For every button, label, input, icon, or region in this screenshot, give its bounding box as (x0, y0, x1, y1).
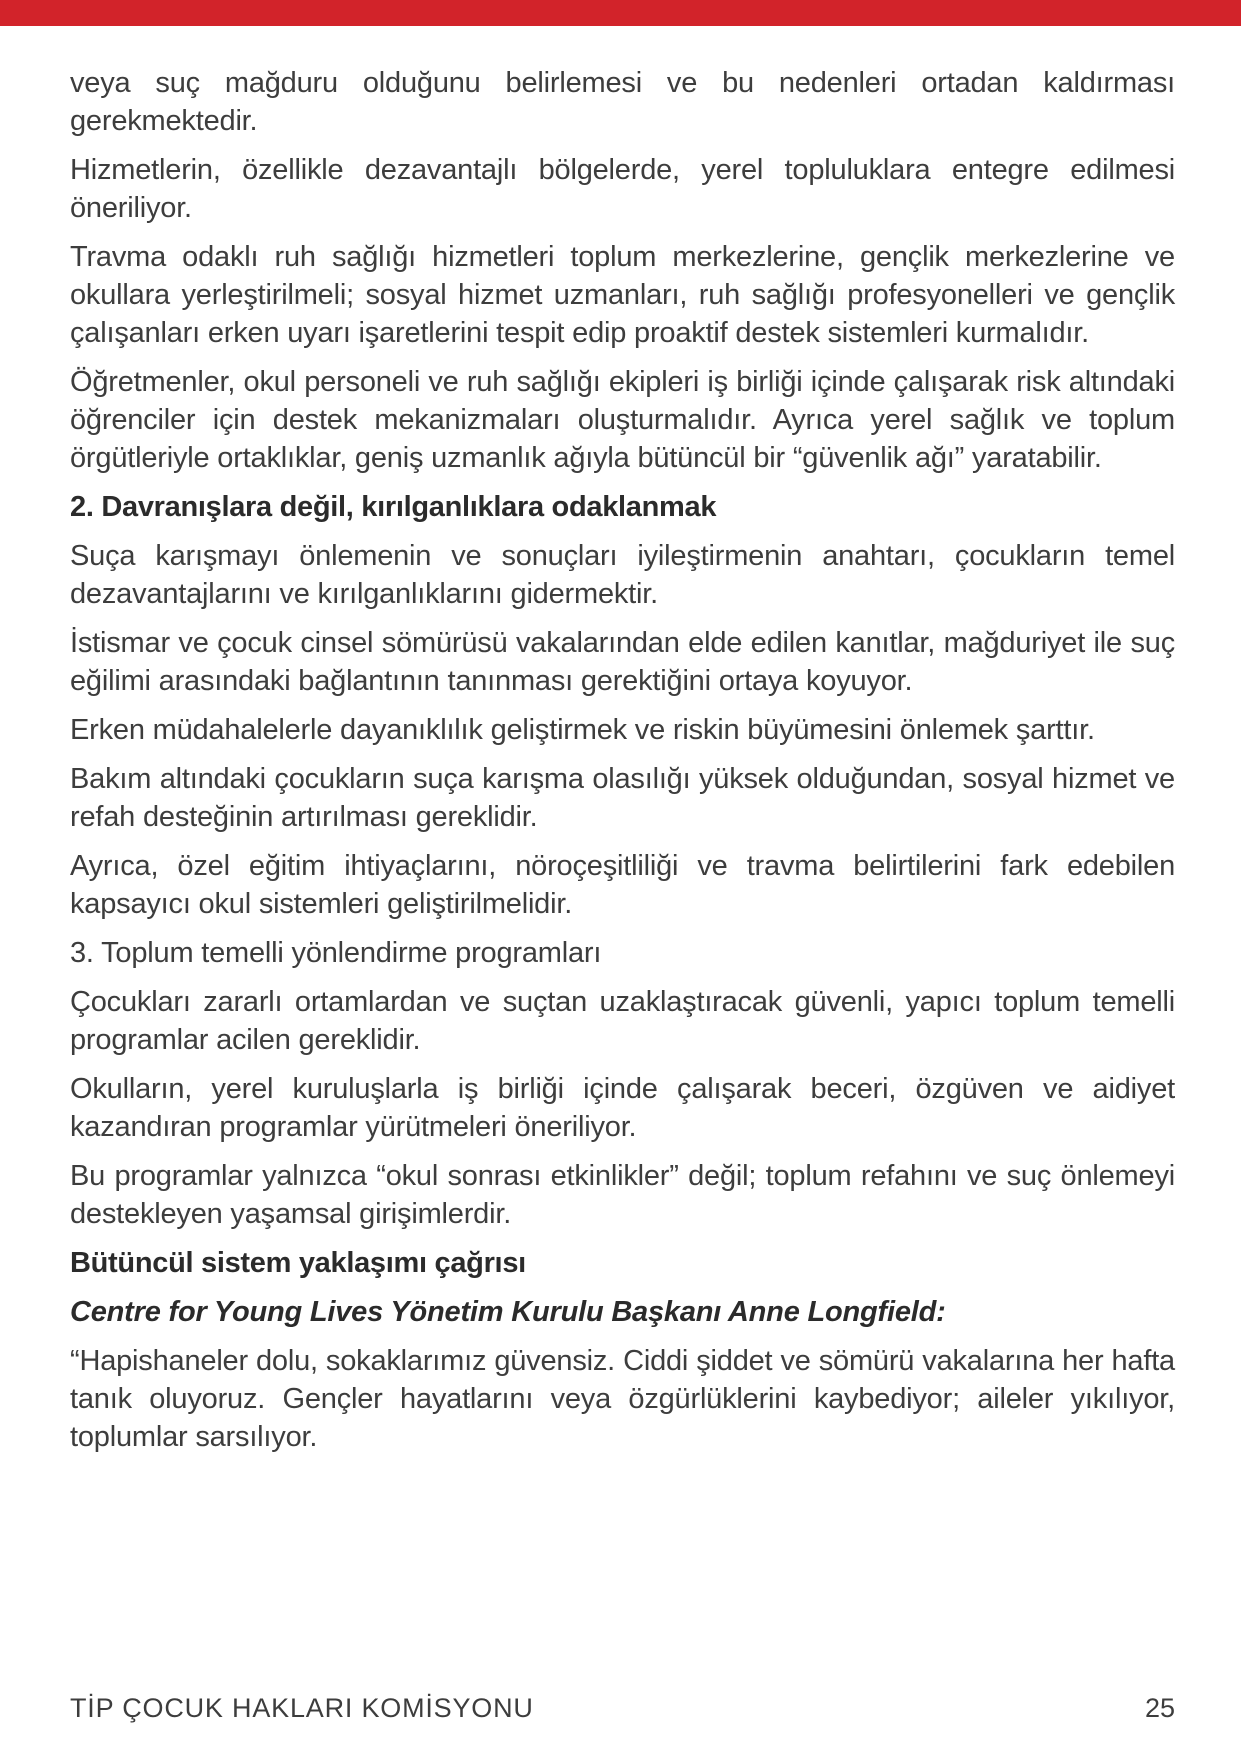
paragraph: veya suç mağduru olduğunu belirlemesi ve bu nedenleri ortadan kaldırması gerekmektedir. (70, 67, 1175, 137)
section-heading: 2. Davranışlara değil, kırılganlıklara odaklanmak (70, 491, 717, 523)
section-heading: Bütüncül sistem yaklaşımı çağrısı (70, 1247, 526, 1279)
paragraph: Ayrıca, özel eğitim ihtiyaçlarını, nöroçeşitliliği ve travma belirtilerini fark edebilen kapsayıcı okul sistemleri geliştirilmelidir. (70, 850, 1175, 920)
footer-commission-title: TİP ÇOCUK HAKLARI KOMİSYONU (70, 1693, 534, 1723)
paragraph: Çocukları zararlı ortamlardan ve suçtan uzaklaştıracak güvenli, yapıcı toplum temelli programlar acilen gereklidir. (70, 986, 1175, 1056)
paragraph: İstismar ve çocuk cinsel sömürüsü vakalarından elde edilen kanıtlar, mağduriyet ile suç eğilimi arasındaki bağlantının tanınması gerektiğini ortaya koyuyor. (70, 627, 1175, 697)
paragraph: “Hapishaneler dolu, sokaklarımız güvensiz. Ciddi şiddet ve sömürü vakalarına her hafta tanık oluyoruz. Gençler hayatlarını veya özgürlüklerini kaybediyor; aileler yıkılıyor, toplumlar sarsılıyor. (70, 1345, 1175, 1453)
paragraph: Bakım altındaki çocukların suça karışma olasılığı yüksek olduğundan, sosyal hizmet ve refah desteğinin artırılması gereklidir. (70, 763, 1175, 833)
paragraph: Erken müdahalelerle dayanıklılık geliştirmek ve riskin büyümesini önlemek şarttır. (70, 714, 1095, 746)
top-accent-bar (0, 0, 1241, 26)
paragraph: Bu programlar yalnızca “okul sonrası etkinlikler” değil; toplum refahını ve suç önlemeyi destekleyen yaşamsal girişimlerdir. (70, 1160, 1175, 1230)
paragraph: Travma odaklı ruh sağlığı hizmetleri toplum merkezlerine, gençlik merkezlerine ve okullara yerleştirilmeli; sosyal hizmet uzmanları, ruh sağlığı profesyonelleri ve gençlik çalışanları erken uyarı işaretlerini tespit edip proaktif destek sistemleri kurmalıdır. (70, 241, 1175, 349)
paragraph: Öğretmenler, okul personeli ve ruh sağlığı ekipleri iş birliği içinde çalışarak risk altındaki öğrenciler için destek mekanizmaları oluşturmalıdır. Ayrıca yerel sağlık ve toplum örgütleriyle ortaklıklar, geniş uzmanlık ağıyla bütüncül bir “güvenlik ağı” yaratabilir. (70, 366, 1175, 474)
document-body (70, 64, 1175, 1467)
paragraph: Hizmetlerin, özellikle dezavantajlı bölgelerde, yerel topluluklara entegre edilmesi öneriliyor. (70, 154, 1175, 224)
page-footer (70, 1691, 1175, 1725)
page-number: 25 (1144, 1693, 1175, 1723)
paragraph: Okulların, yerel kuruluşlarla iş birliği içinde çalışarak beceri, özgüven ve aidiyet kazandıran programlar yürütmeleri öneriliyor. (70, 1073, 1175, 1143)
section-heading: 3. Toplum temelli yönlendirme programları (70, 937, 602, 969)
paragraph: Suça karışmayı önlemenin ve sonuçları iyileştirmenin anahtarı, çocukların temel dezavantajlarını ve kırılganlıklarını gidermektir. (70, 540, 1175, 610)
section-heading: Centre for Young Lives Yönetim Kurulu Başkanı Anne Longfield: (70, 1296, 946, 1328)
